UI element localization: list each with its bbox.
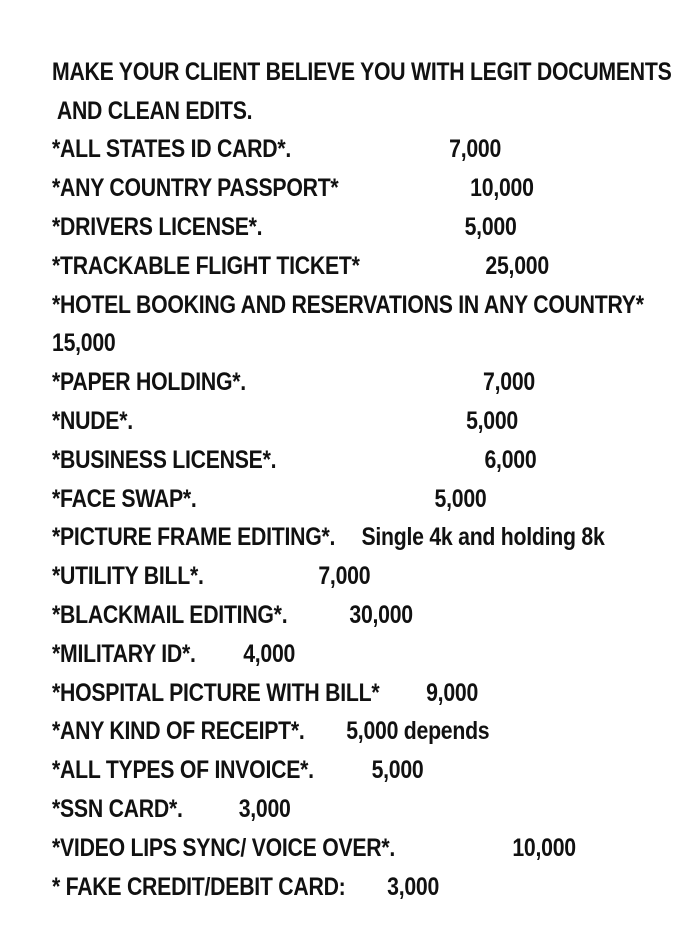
item-price: 30,000	[349, 600, 413, 629]
item-label: *PICTURE FRAME EDITING*.	[51, 523, 335, 552]
item-price: 25,000	[485, 251, 549, 280]
item-label: *SSN CARD*.	[51, 794, 183, 823]
item-label: *VIDEO LIPS SYNC/ VOICE OVER*.	[51, 833, 395, 862]
item-price: 3,000	[238, 794, 291, 823]
heading-line-1	[24, 14, 677, 86]
item-label: *ALL TYPES OF INVOICE*.	[51, 756, 314, 785]
item-price: 6,000	[484, 445, 537, 474]
item-price: 7,000	[482, 368, 535, 397]
item-price: 5,000	[434, 484, 487, 513]
item-price: 7,000	[448, 135, 501, 164]
item-label: *HOSPITAL PICTURE WITH BILL*	[51, 678, 380, 707]
item-price: 5,000	[464, 212, 517, 241]
item-price: 10,000	[512, 833, 576, 862]
item-price: 5,000	[371, 756, 424, 785]
item-label: *TRACKABLE FLIGHT TICKET*	[51, 251, 360, 280]
item-price: 15,000	[51, 329, 116, 358]
item-label: *NUDE*.	[51, 406, 133, 435]
item-label: *UTILITY BILL*.	[51, 562, 204, 591]
item-label: *DRIVERS LICENSE*.	[51, 212, 263, 241]
item-price: 10,000	[469, 174, 534, 203]
item-label: *MILITARY ID*.	[51, 639, 196, 668]
item-price: 3,000	[386, 872, 439, 901]
heading-text: MAKE YOUR CLIENT BELIEVE YOU WITH LEGIT DOCUMENTS	[51, 57, 672, 86]
item-price: 4,000	[243, 639, 295, 668]
item-price: 5,000 depends	[346, 717, 490, 746]
item-label: *BUSINESS LICENSE*.	[51, 445, 277, 474]
item-price: 5,000	[465, 406, 518, 435]
item-price: 7,000	[318, 562, 371, 591]
item-label: *ANY COUNTRY PASSPORT*	[51, 174, 339, 203]
item-price: Single 4k and holding 8k	[361, 523, 605, 552]
item-label: * FAKE CREDIT/DEBIT CARD:	[51, 872, 346, 901]
item-label: *HOTEL BOOKING AND RESERVATIONS IN ANY COUNTRY*	[51, 290, 644, 319]
item-price: 9,000	[425, 678, 478, 707]
heading-text: AND CLEAN EDITS.	[51, 96, 253, 125]
item-label: *PAPER HOLDING*.	[51, 368, 246, 397]
item-label: *BLACKMAIL EDITING*.	[51, 600, 288, 629]
item-label: *ALL STATES ID CARD*.	[51, 135, 291, 164]
item-label: *FACE SWAP*.	[51, 484, 197, 513]
item-label: *ANY KIND OF RECEIPT*.	[51, 717, 305, 746]
